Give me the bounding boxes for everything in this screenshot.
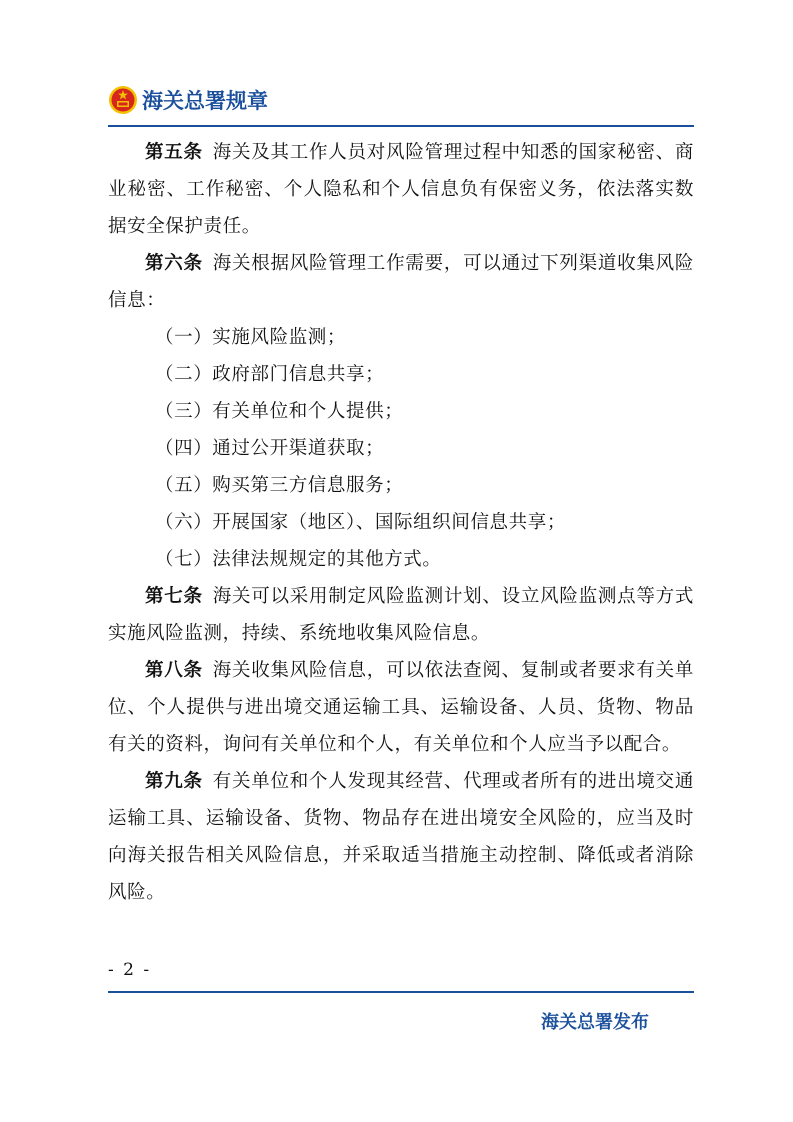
page-header [108, 82, 268, 118]
article-label: 第五条 [145, 142, 203, 163]
article-9 [108, 763, 694, 911]
article-7 [108, 578, 694, 652]
article-label: 第六条 [145, 253, 203, 274]
list-item: （五）购买第三方信息服务； [155, 475, 404, 496]
footer-publisher: 海关总署发布 [541, 1012, 649, 1033]
national-emblem-icon [108, 85, 138, 115]
list-item: （二）政府部门信息共享； [155, 364, 385, 385]
document-body [108, 134, 694, 911]
list-item: （七）法律法规规定的其他方式。 [155, 549, 442, 570]
article-text: 海关可以采用制定风险监测计划、设立风险监测点等方式实施风险监测，持续、系统地收集风险信息。 [108, 586, 694, 644]
list-item: （四）通过公开渠道获取； [155, 438, 385, 459]
article-label: 第八条 [145, 660, 203, 681]
article-label: 第七条 [145, 586, 203, 607]
article-text: 海关及其工作人员对风险管理过程中知悉的国家秘密、商业秘密、工作秘密、个人隐私和个人信息负有保密义务，依法落实数据安全保护责任。 [108, 142, 694, 237]
header-title: 海关总署规章 [142, 89, 268, 113]
list-item: （一）实施风险监测； [155, 327, 347, 348]
list-item: （三）有关单位和个人提供； [155, 401, 404, 422]
article-label: 第九条 [145, 771, 203, 792]
article-5 [108, 134, 694, 245]
header-divider [108, 125, 694, 127]
footer-divider [108, 991, 694, 993]
list-item: （六）开展国家（地区）、国际组织间信息共享； [155, 512, 566, 533]
article-6 [108, 245, 694, 319]
article-text: 海关收集风险信息，可以依法查阅、复制或者要求有关单位、个人提供与进出境交通运输工具、运输设备、人员、货物、物品有关的资料，询问有关单位和个人，有关单位和个人应当予以配合。 [108, 660, 694, 755]
page-number: - 2 - [108, 960, 152, 980]
article-text: 有关单位和个人发现其经营、代理或者所有的进出境交通运输工具、运输设备、货物、物品存在进出境安全风险的，应当及时向海关报告相关风险信息，并采取适当措施主动控制、降低或者消除风险。 [108, 771, 694, 903]
article-text: 海关根据风险管理工作需要，可以通过下列渠道收集风险信息： [108, 253, 694, 311]
article-8 [108, 652, 694, 763]
